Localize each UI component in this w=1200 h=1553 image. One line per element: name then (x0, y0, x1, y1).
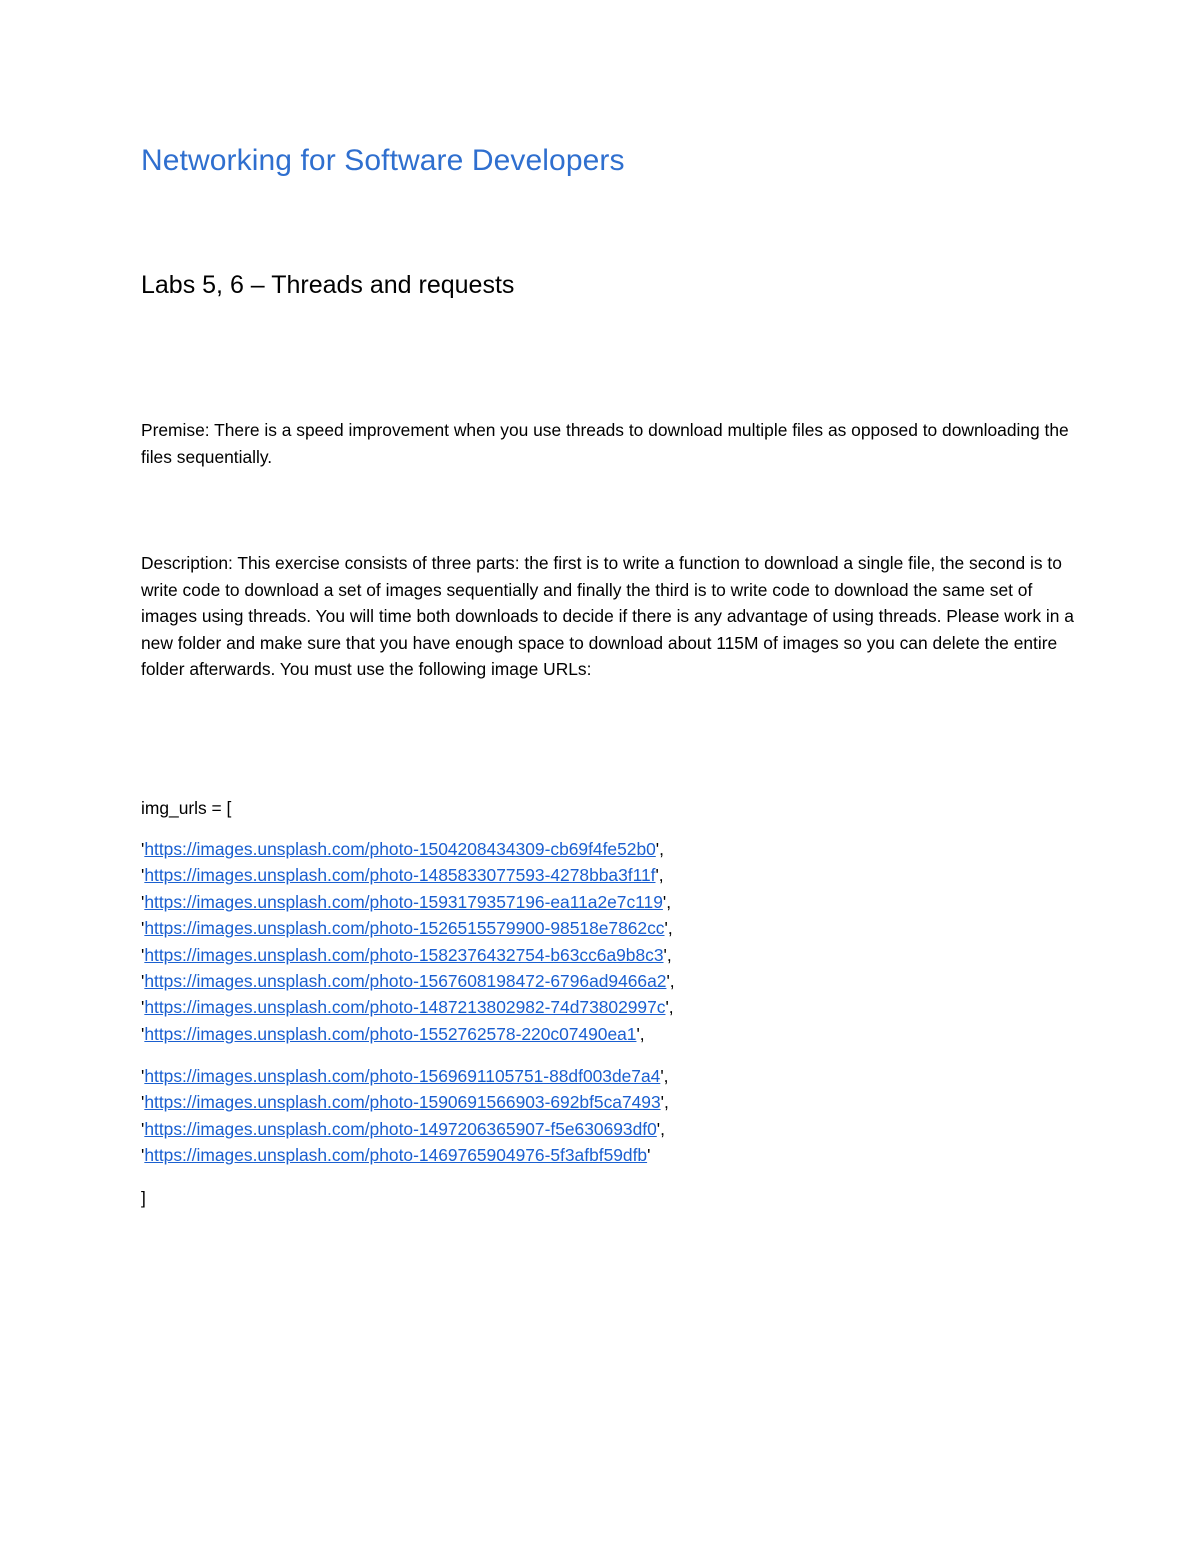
code-list-open: img_urls = [ (141, 798, 232, 818)
url-list-item (141, 942, 675, 968)
url-quote-open: ' (141, 1118, 145, 1139)
url-list-item (141, 1089, 669, 1115)
url-quote-open: ' (141, 891, 145, 912)
url-quote-close: ', (660, 1066, 669, 1086)
url-quote-open: ' (141, 918, 145, 939)
url-list-item (141, 1116, 669, 1142)
url-link[interactable]: https://images.unsplash.com/photo-1485833077593-4278bba3f11f (144, 865, 656, 886)
url-quote-close: ', (660, 1092, 669, 1113)
url-quote-close: ', (663, 944, 672, 965)
document-title: Networking for Software Developers (141, 144, 625, 177)
url-link[interactable]: https://images.unsplash.com/photo-1569691105751-88df003de7a4 (144, 1066, 661, 1086)
url-quote-open: ' (141, 1023, 145, 1044)
url-quote-open: ' (141, 944, 145, 965)
url-quote-open: ' (141, 1066, 145, 1086)
url-quote-open: ' (141, 997, 145, 1018)
url-link[interactable]: https://images.unsplash.com/photo-1504208434309-cb69f4fe52b0 (144, 839, 656, 859)
url-list-group-a (141, 836, 675, 1047)
url-quote-close: ', (666, 970, 675, 991)
url-link[interactable]: https://images.unsplash.com/photo-1469765904976-5f3afbf59dfb (144, 1145, 648, 1166)
url-link[interactable]: https://images.unsplash.com/photo-1497206365907-f5e630693df0 (144, 1118, 657, 1139)
url-list-item (141, 1021, 675, 1047)
url-quote-open: ' (141, 839, 145, 859)
description-paragraph: Description: This exercise consists of three parts: the first is to write a function to download a single file, the second is to write code to download a set of images sequentially and finally the third is to write code to download the same set of images using threads. You will time both downloads to decide if there is any advantage of using threads. Please work in a new folder and make sure that you have enough space to download about 115M of images so you can delete the entire folder afterwards. You must use the following image URLs: (141, 553, 1074, 679)
url-list-item (141, 1063, 669, 1089)
url-quote-close: ', (655, 839, 664, 859)
url-list-item (141, 862, 675, 888)
url-link[interactable]: https://images.unsplash.com/photo-1552762578-220c07490ea1 (144, 1023, 637, 1044)
url-quote-close: ', (655, 865, 664, 886)
url-list-item (141, 836, 675, 862)
url-quote-close: ', (656, 1118, 665, 1139)
url-quote-open: ' (141, 1145, 145, 1166)
url-list-group-b (141, 1063, 669, 1169)
url-quote-close: ', (664, 918, 673, 939)
url-list-item (141, 968, 675, 994)
url-quote-open: ' (141, 1092, 145, 1113)
url-link[interactable]: https://images.unsplash.com/photo-1582376432754-b63cc6a9b8c3 (144, 944, 664, 965)
url-list-item (141, 915, 675, 941)
url-list-item (141, 1142, 669, 1168)
url-link[interactable]: https://images.unsplash.com/photo-1590691566903-692bf5ca7493 (144, 1092, 661, 1113)
url-quote-close: ', (636, 1023, 645, 1044)
url-link[interactable]: https://images.unsplash.com/photo-1567608198472-6796ad9466a2 (144, 970, 667, 991)
premise-paragraph: Premise: There is a speed improvement when you use threads to download multiple files as opposed to downloading the files sequentially. (141, 420, 1069, 467)
url-quote-close: ' (647, 1145, 651, 1166)
document-subtitle: Labs 5, 6 – Threads and requests (141, 271, 515, 299)
url-list-item (141, 889, 675, 915)
url-quote-open: ' (141, 865, 145, 886)
url-quote-close: ', (662, 891, 672, 912)
url-list-item (141, 994, 675, 1020)
url-link[interactable]: https://images.unsplash.com/photo-1526515579900-98518e7862cc (144, 918, 665, 939)
url-quote-close: ', (665, 997, 674, 1018)
url-link[interactable]: https://images.unsplash.com/photo-1487213802982-74d73802997c (144, 997, 666, 1018)
url-quote-open: ' (141, 970, 145, 991)
code-list-close: ] (141, 1188, 146, 1208)
url-link[interactable]: https://images.unsplash.com/photo-1593179357196-ea11a2e7c119 (144, 891, 663, 912)
